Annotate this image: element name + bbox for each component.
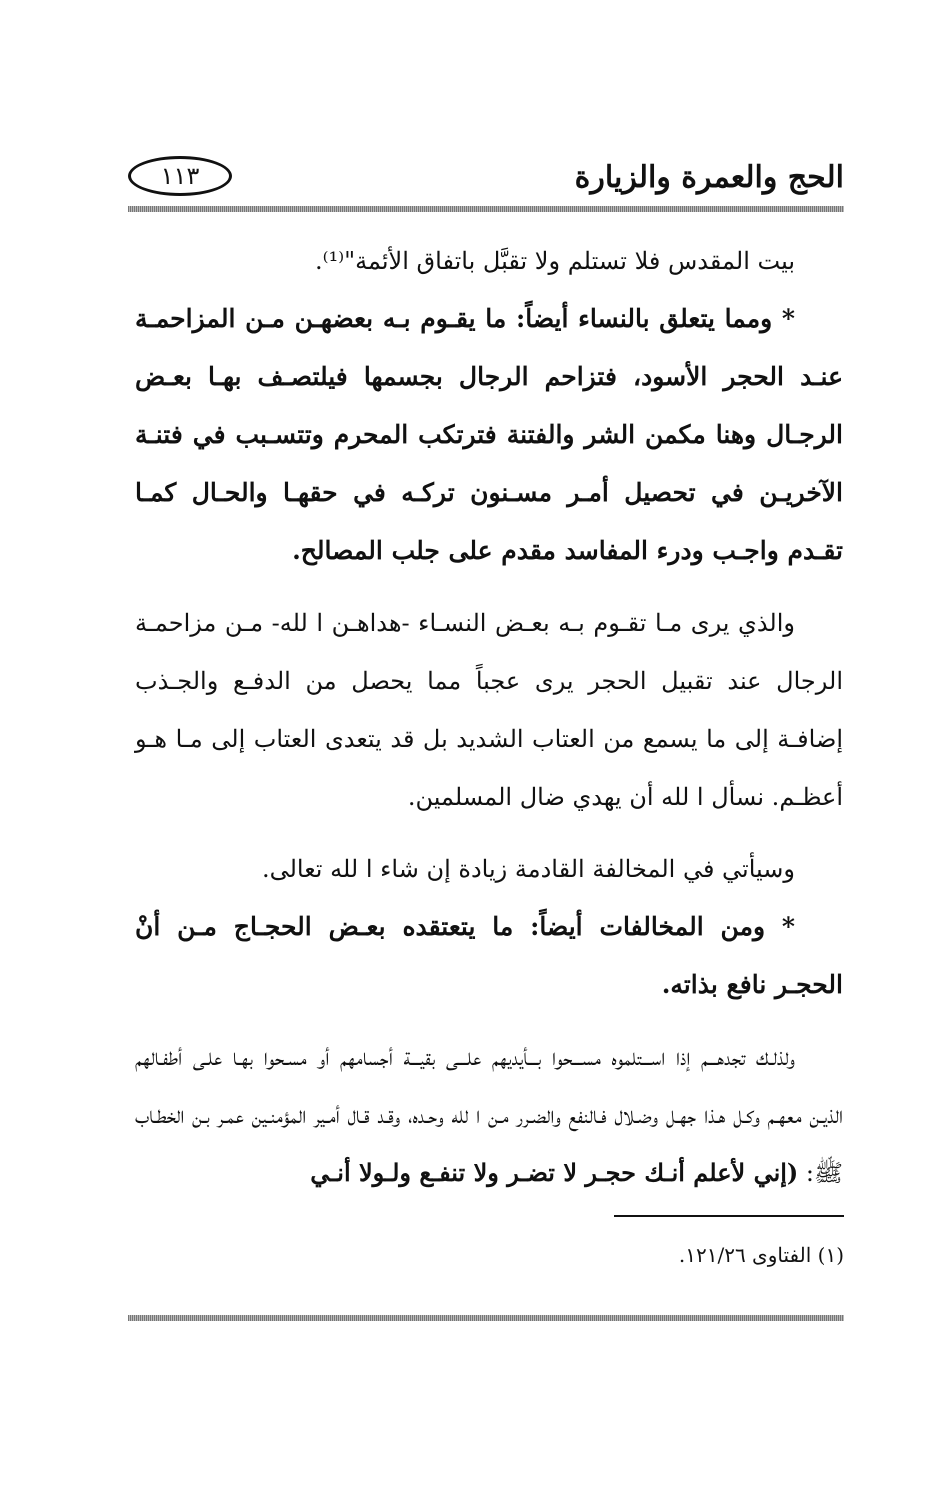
footnote: (١) الفتاوى ١٢١/٢٦.: [678, 1243, 844, 1267]
paragraph-next-violation-note: وسيأتي في المخالفة القادمة زيادة إن شاء ا لله تعالى.: [261, 855, 795, 883]
book-title: الحج والعمرة والزيارة: [574, 160, 844, 195]
paragraph-wiping-bodies: [135, 1028, 843, 1202]
paragraph-quote-end: بيت المقدس فلا تستلم ولا تقبَّل باتفاق الأئمة"⁽¹⁾.: [315, 247, 795, 275]
header-divider: [128, 206, 844, 212]
running-header: [128, 150, 844, 202]
page-number-badge: ١١٣: [128, 156, 232, 196]
page-body: [135, 232, 843, 1202]
paragraph-women-crowding: * ومما يتعلق بالنساء أيضاً: ما يقـوم بـه بعضهـن مـن المزاحمـة عنـد الحجر الأسود، فتزاحم الرجال بجسمها فيلتصـف بهـا بعـض الرجـال وهنا مكمن الشر والفتنة فترتكب المحرم وتتسـبب في فتنـة الآخريـن في تحصيل أمـر مسـنون تركـه في حقهـا والحـال كمـا تقـدم واجـب ودرء المفاسد مقدم على جلب المصالح.: [135, 304, 843, 565]
umar-quote: (إني لأعلم أنـك حجـر لا تضـر ولا تنفـع ولـولا أنـي: [310, 1158, 799, 1187]
paragraph-crowding-consequences: والذي يرى مـا تقـوم بـه بعـض النسـاء -هداهـن ا لله- مـن مزاحمـة الرجال عند تقبيل الحجر يرى عجباً مما يحصل من الدفـع والجـذب إضافـة إلى ما يسمع من العتاب الشديد بل قد يتعدى العتاب إلى مـا هـو أعظـم. نسأل ا لله أن يهدي ضال المسلمين.: [135, 609, 843, 811]
paragraph-stone-belief: * ومن المخالفات أيضاً: ما يتعتقده بعـض الحجـاج مـن أنْ الحجـر نافع بذاته.: [135, 912, 843, 999]
footnote-separator: [614, 1215, 844, 1217]
paragraph-wiping-text: ولذلـك تجدهـــم إذا اســـتلموه مســـحوا بـــأيديهم علـــى بقيـــة أجسامهم أو مسـحوا بهـا علـى أطفـالهم الذيـن معهـم وكـل هـذا جهـل وضـلال فـالنفع والضـرر مـن ا لله وحـده، وقـد قـال أمـير المؤمنـين عمـر بـن الخطـاب ﷺ:: [135, 1043, 843, 1187]
footer-divider: [128, 1315, 844, 1321]
